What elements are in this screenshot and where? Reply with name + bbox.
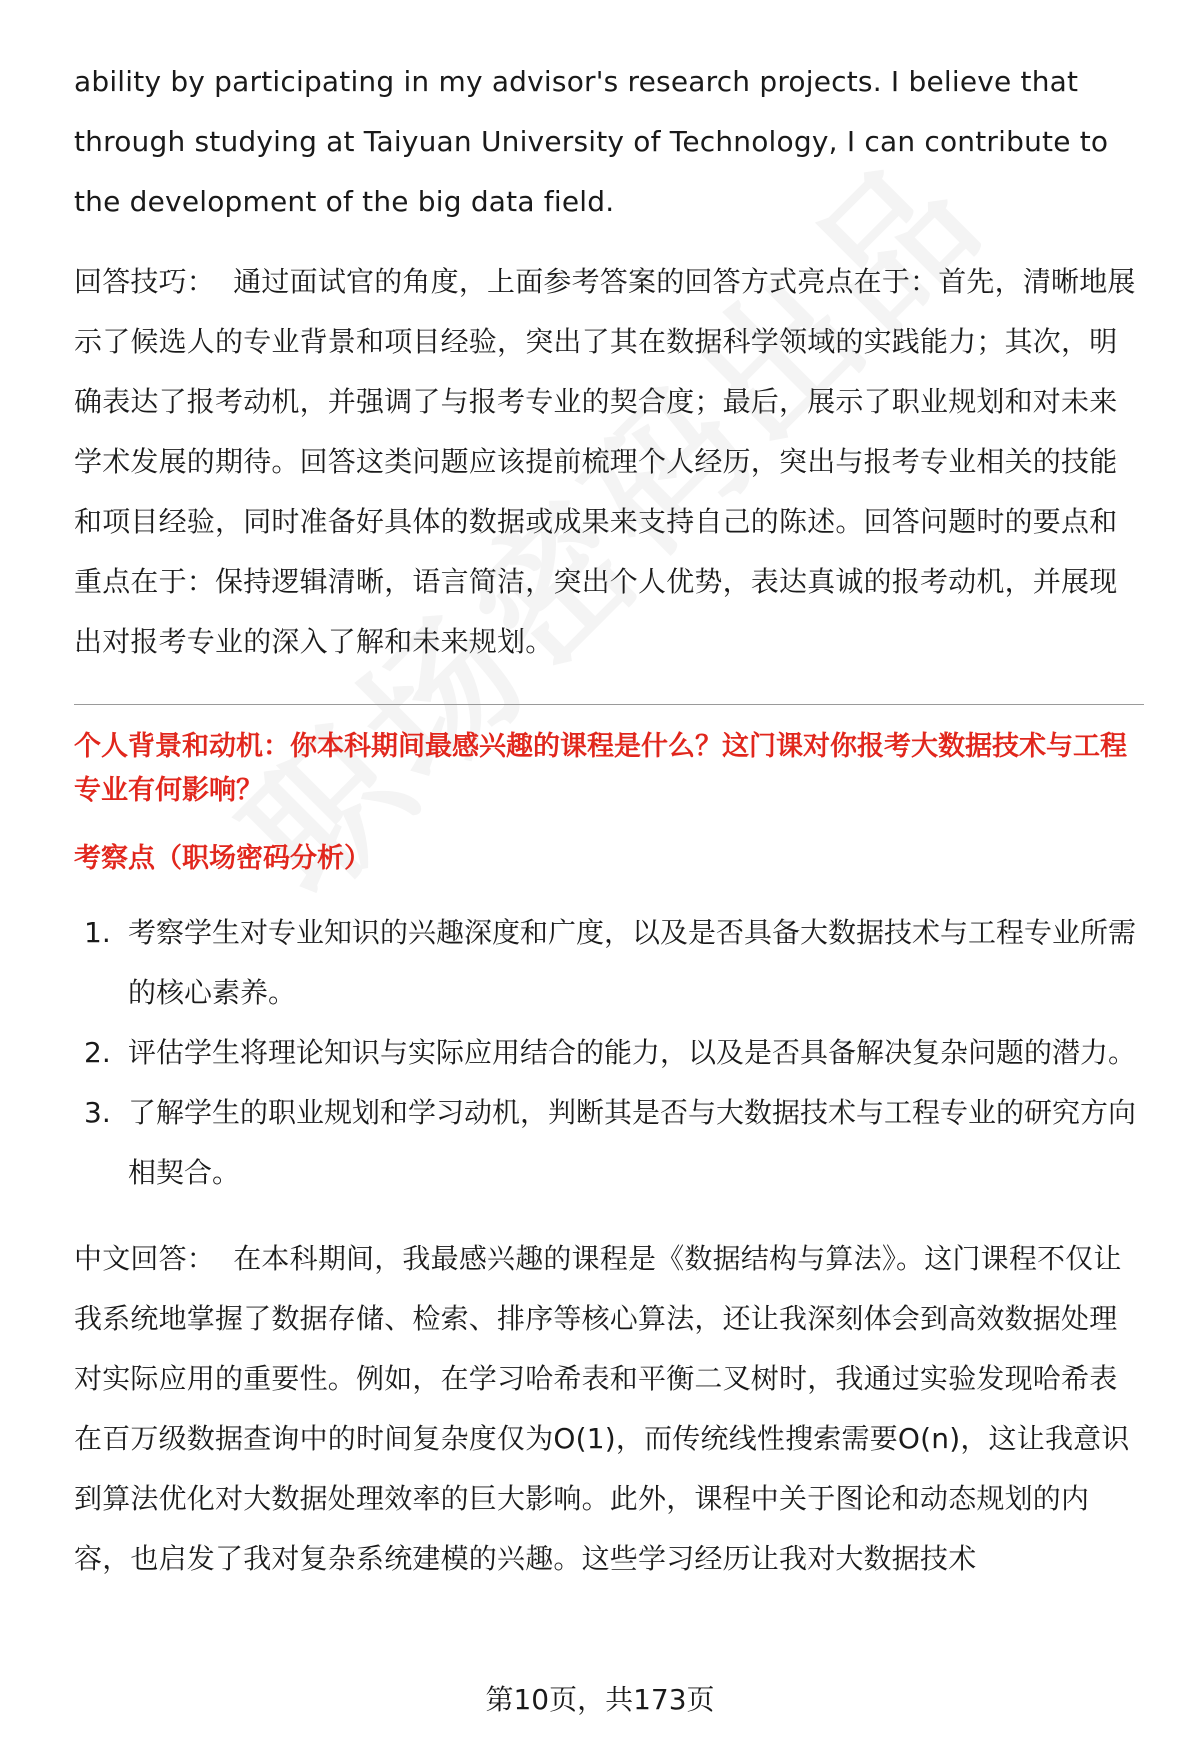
list-item-number: 2.: [84, 1036, 111, 1069]
page-footer: 第10页，共173页: [485, 1683, 715, 1716]
chinese-answer-label: 中文回答：: [74, 1242, 216, 1275]
section-divider: [74, 704, 1144, 705]
answer-tips-text: 通过面试官的角度，上面参考答案的回答方式亮点在于：首先，清晰地展示了候选人的专业背景和项目经验，突出了其在数据科学领域的实践能力；其次，明确表达了报考动机，并强调了与报考专业的契合度；最后，展示了职业规划和对未来学术发展的期待。回答这类问题应该提前梳理个人经历，突出与报考专业相关的技能和项目经验，同时准备好具体的数据或成果来支持自己的陈述。回答问题时的要点和重点在于：保持逻辑清晰，语言简洁，突出个人优势，表达真诚的报考动机，并展现出对报考专业的深入了解和未来规划。: [74, 265, 1136, 658]
document-page: [74, 52, 1144, 1589]
english-answer-continued: ability by participating in my advisor's research projects. I believe that through studying at Taiyuan University of Technology, I can contribute to the development of the big data field.: [74, 65, 1109, 218]
list-item: [74, 903, 1144, 1023]
list-item: [74, 1023, 1144, 1083]
list-item-text: 了解学生的职业规划和学习动机，判断其是否与大数据技术与工程专业的研究方向相契合。: [128, 1096, 1137, 1189]
question-heading: 个人背景和动机：你本科期间最感兴趣的课程是什么？这门课对你报考大数据技术与工程专业有何影响？: [74, 731, 1127, 806]
list-item-number: 3.: [84, 1096, 111, 1129]
list-item-number: 1.: [84, 916, 111, 949]
list-item-text: 考察学生对专业知识的兴趣深度和广度，以及是否具备大数据技术与工程专业所需的核心素养。: [128, 916, 1137, 1009]
assessment-points-list: [74, 903, 1144, 1203]
assessment-title: 考察点（职场密码分析）: [74, 843, 371, 874]
answer-tips-paragraph: [74, 252, 1144, 672]
list-item: [74, 1083, 1144, 1203]
chinese-answer-paragraph: [74, 1229, 1144, 1589]
answer-tips-label: 回答技巧：: [74, 265, 216, 298]
chinese-answer-text: 在本科期间，我最感兴趣的课程是《数据结构与算法》。这门课程不仅让我系统地掌握了数据存储、检索、排序等核心算法，还让我深刻体会到高效数据处理对实际应用的重要性。例如，在学习哈希表和平衡二叉树时，我通过实验发现哈希表在百万级数据查询中的时间复杂度仅为O(1)，而传统线性搜索需要O(n)，这让我意识到算法优化对大数据处理效率的巨大影响。此外，课程中关于图论和动态规划的内容，也启发了我对复杂系统建模的兴趣。这些学习经历让我对大数据技术: [74, 1242, 1130, 1575]
list-item-text: 评估学生将理论知识与实际应用结合的能力，以及是否具备解决复杂问题的潜力。: [128, 1036, 1137, 1069]
